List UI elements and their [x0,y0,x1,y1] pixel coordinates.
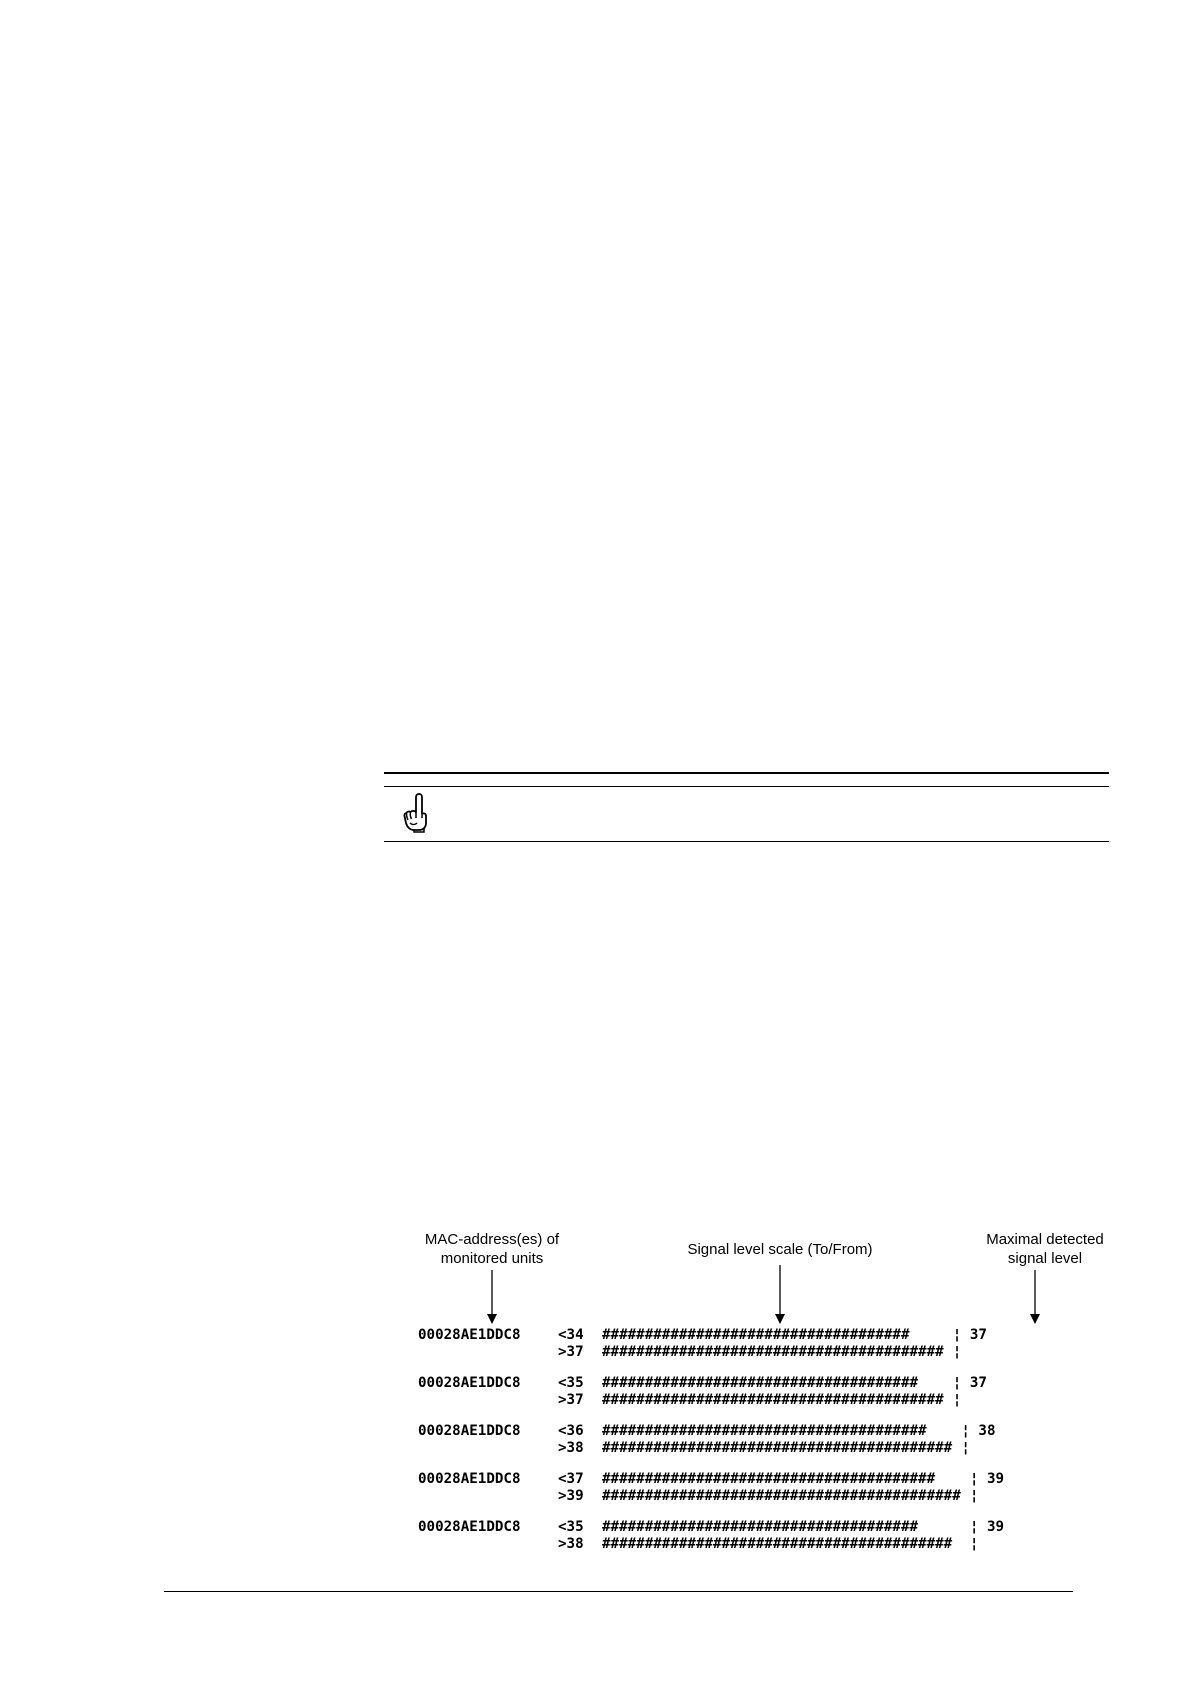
from-signal-bar: ######################################### [602,1440,953,1456]
from-signal-bar: ######################################### [602,1536,953,1552]
scale-end-marker: ¦ [952,1392,962,1408]
to-signal-bar: #################################### [602,1327,910,1343]
to-level: <35 [558,1519,584,1535]
from-signal-bar: ######################################## [602,1392,944,1408]
signal-row [418,1471,1118,1505]
scale-end-marker: ¦ [952,1344,962,1360]
signal-row [418,1327,1118,1361]
max-arrowhead [1030,1314,1040,1324]
to-level: <36 [558,1423,584,1439]
to-signal-bar: ####################################### [602,1471,936,1487]
scale-callout-text: Signal level scale (To/From) [687,1241,873,1258]
max-signal-value: ¦ 37 [952,1327,987,1343]
max-callout-line2: signal level [1007,1250,1083,1267]
max-signal-value: ¦ 39 [969,1471,1005,1487]
to-signal-bar: ###################################### [602,1423,927,1439]
from-level: >38 [558,1536,584,1552]
mac-address: 00028AE1DDC8 [418,1423,521,1439]
mac-address-callout [392,1230,592,1268]
from-level: >37 [558,1344,584,1360]
from-level: >38 [558,1440,584,1456]
to-level: <34 [558,1327,584,1343]
mac-address: 00028AE1DDC8 [418,1471,521,1487]
footer-rule [164,1591,1073,1592]
to-level: <35 [558,1375,584,1391]
mac-callout-line2: monitored units [440,1250,544,1267]
signal-row [418,1423,1118,1457]
to-signal-bar: ##################################### [602,1375,919,1391]
from-signal-bar: ########################################## [602,1488,961,1504]
signal-scale-callout [660,1240,900,1259]
max-signal-value: ¦ 37 [952,1375,987,1391]
pointing-hand-icon [402,792,432,834]
note-box [384,772,1109,842]
max-signal-value: ¦ 38 [961,1423,996,1439]
max-signal-value: ¦ 39 [969,1519,1005,1535]
from-level: >39 [558,1488,584,1504]
from-signal-bar: ######################################## [602,1344,944,1360]
mac-address: 00028AE1DDC8 [418,1519,521,1535]
note-top-rule [384,772,1109,774]
note-bottom-rule [384,841,1109,842]
scale-end-marker: ¦ [969,1488,979,1504]
mac-arrowhead [487,1314,497,1324]
note-top-thin-rule [384,786,1109,787]
from-level: >37 [558,1392,584,1408]
mac-address: 00028AE1DDC8 [418,1327,521,1343]
scale-end-marker: ¦ [961,1440,970,1456]
scale-end-marker: ¦ [969,1536,979,1552]
scale-arrowhead [775,1314,785,1324]
max-callout-line1: Maximal detected [986,1231,1104,1248]
max-signal-callout [975,1230,1115,1268]
signal-row [418,1375,1118,1409]
signal-row [418,1519,1118,1553]
mac-callout-line1: MAC-address(es) of [424,1231,560,1248]
to-level: <37 [558,1471,584,1487]
mac-address: 00028AE1DDC8 [418,1375,521,1391]
to-signal-bar: ##################################### [602,1519,919,1535]
